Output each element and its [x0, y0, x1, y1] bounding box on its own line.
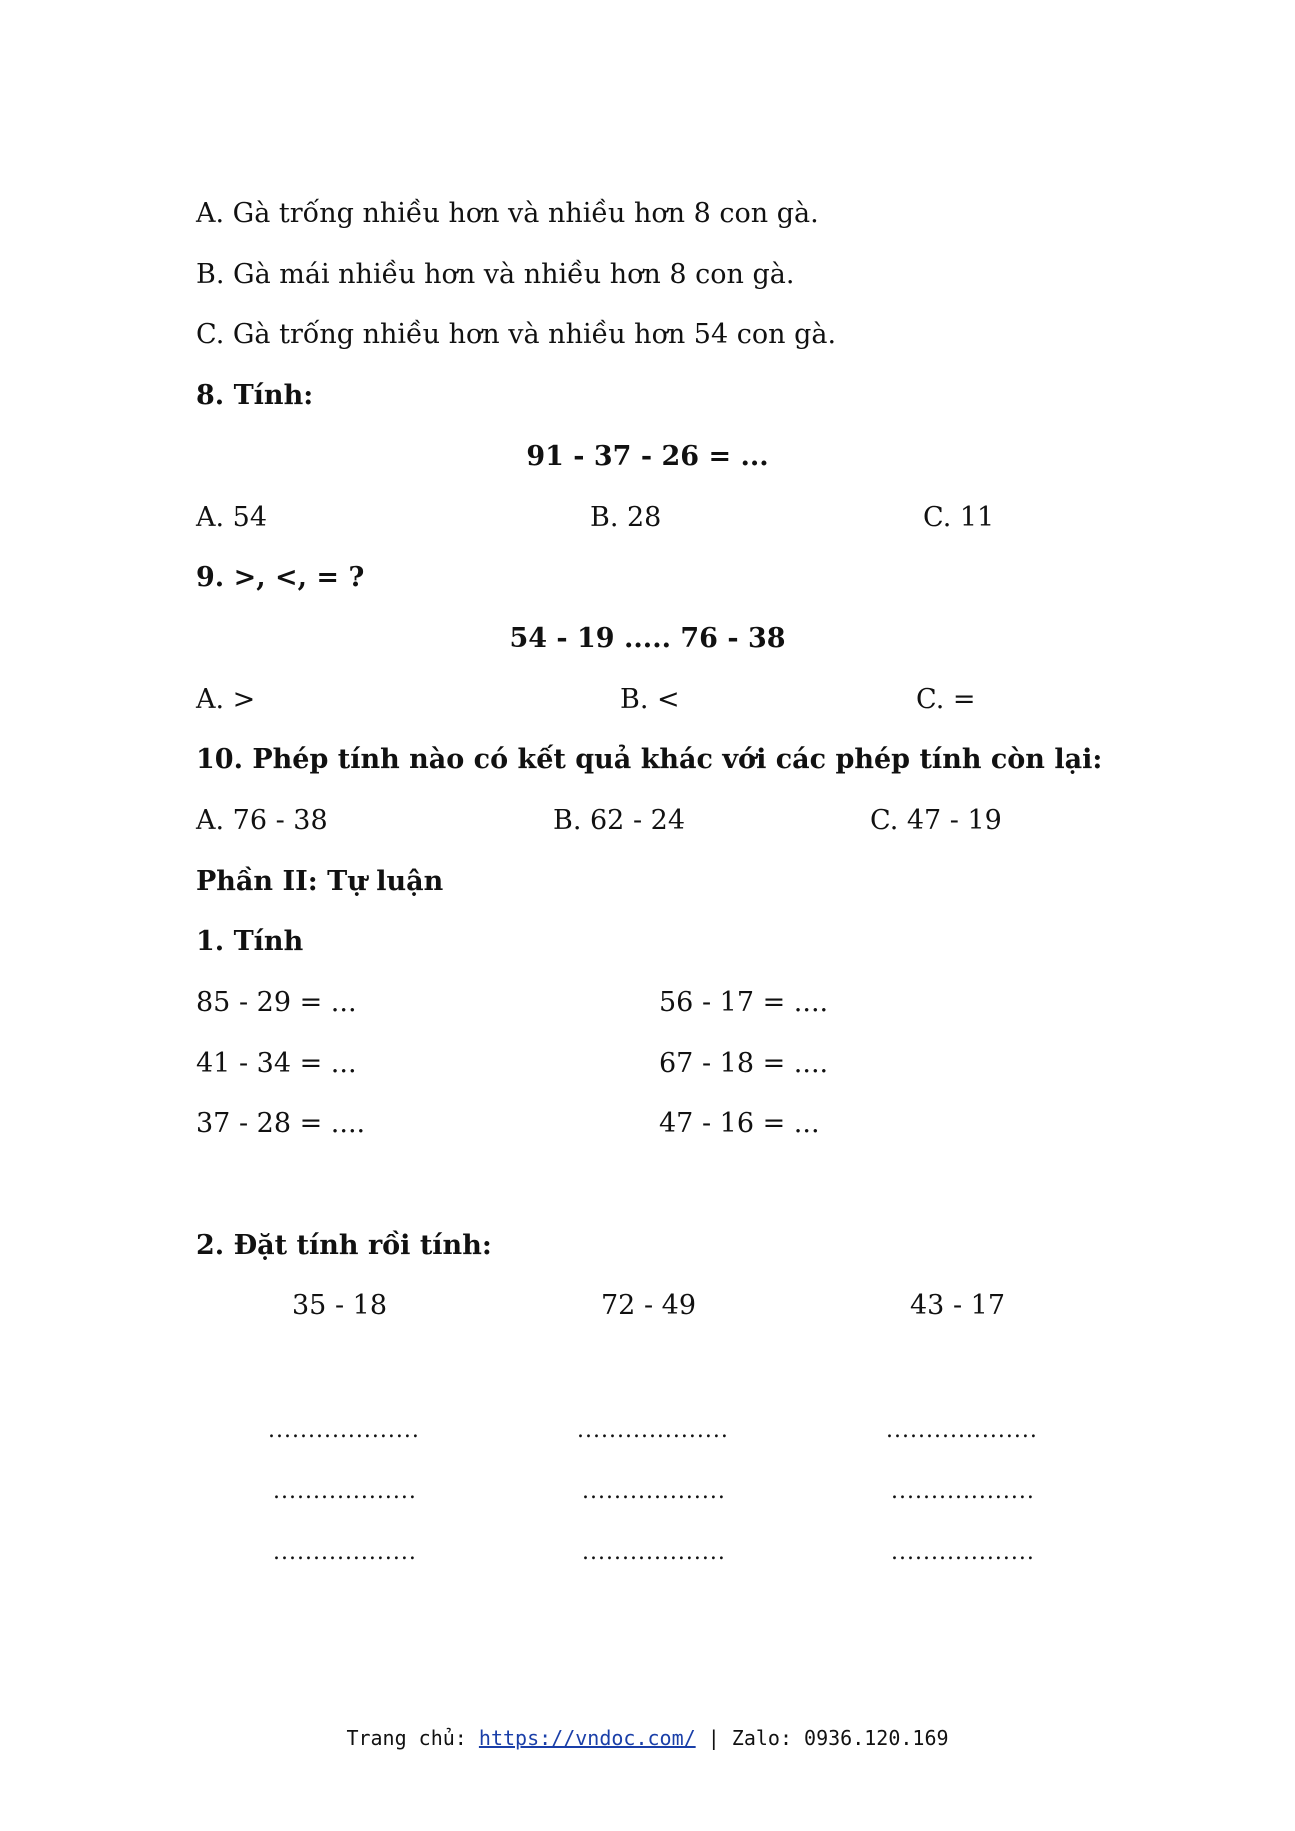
ex2-answer-line: .................. — [273, 1479, 417, 1504]
ex1-right-1: 56 - 17 = .... — [659, 987, 829, 1018]
footer-home-link[interactable]: https://vndoc.com/ — [478, 1726, 696, 1750]
ex2-answer-line: .................. — [582, 1479, 726, 1504]
q9-expression: 54 - 19 ..... 76 - 38 — [509, 623, 786, 654]
ex2-problem-3: 43 - 17 — [910, 1290, 1006, 1321]
q8-option-b: B. 28 — [590, 502, 662, 533]
ex1-right-2: 67 - 18 = .... — [659, 1048, 829, 1079]
ex2-problem-1: 35 - 18 — [292, 1290, 388, 1321]
q9-option-a: A. > — [196, 684, 256, 715]
ex1-title: 1. Tính — [196, 926, 304, 957]
ex2-answer-line: .................. — [891, 1479, 1035, 1504]
q10-title: 10. Phép tính nào có kết quả khác với các phép tính còn lại: — [196, 744, 1103, 775]
ex2-answer-line: ................... — [577, 1418, 729, 1443]
footer-zalo: Zalo: 0936.120.169 — [731, 1726, 949, 1750]
q8-title: 8. Tính: — [196, 380, 314, 411]
q7-option-a: A. Gà trống nhiều hơn và nhiều hơn 8 con gà. — [196, 198, 819, 229]
ex2-answer-line: .................. — [273, 1540, 417, 1565]
footer-home-label: Trang chủ: — [346, 1726, 467, 1750]
ex2-answer-line: ................... — [268, 1418, 420, 1443]
q9-option-c: C. = — [916, 684, 976, 715]
q9-option-b: B. < — [620, 684, 680, 715]
q10-option-a: A. 76 - 38 — [196, 805, 328, 836]
q7-option-b: B. Gà mái nhiều hơn và nhiều hơn 8 con gà. — [196, 259, 795, 290]
q8-option-a: A. 54 — [196, 502, 268, 533]
q10-option-b: B. 62 - 24 — [553, 805, 686, 836]
ex1-right-3: 47 - 16 = ... — [659, 1108, 820, 1139]
footer-separator: | — [707, 1726, 720, 1750]
ex2-title: 2. Đặt tính rồi tính: — [196, 1230, 492, 1261]
ex2-answer-line: ................... — [886, 1418, 1038, 1443]
ex1-left-2: 41 - 34 = ... — [196, 1048, 357, 1079]
page-footer — [0, 1724, 1295, 1752]
q7-option-c: C. Gà trống nhiều hơn và nhiều hơn 54 con gà. — [196, 319, 837, 350]
q8-expression: 91 - 37 - 26 = ... — [526, 441, 769, 472]
q9-title: 9. >, <, = ? — [196, 562, 365, 593]
part2-title: Phần II: Tự luận — [196, 866, 444, 897]
ex2-problem-2: 72 - 49 — [601, 1290, 697, 1321]
q10-option-c: C. 47 - 19 — [870, 805, 1002, 836]
q8-option-c: C. 11 — [923, 502, 995, 533]
ex2-answer-line: .................. — [582, 1540, 726, 1565]
ex2-answer-line: .................. — [891, 1540, 1035, 1565]
ex1-left-3: 37 - 28 = .... — [196, 1108, 366, 1139]
ex1-left-1: 85 - 29 = ... — [196, 987, 357, 1018]
